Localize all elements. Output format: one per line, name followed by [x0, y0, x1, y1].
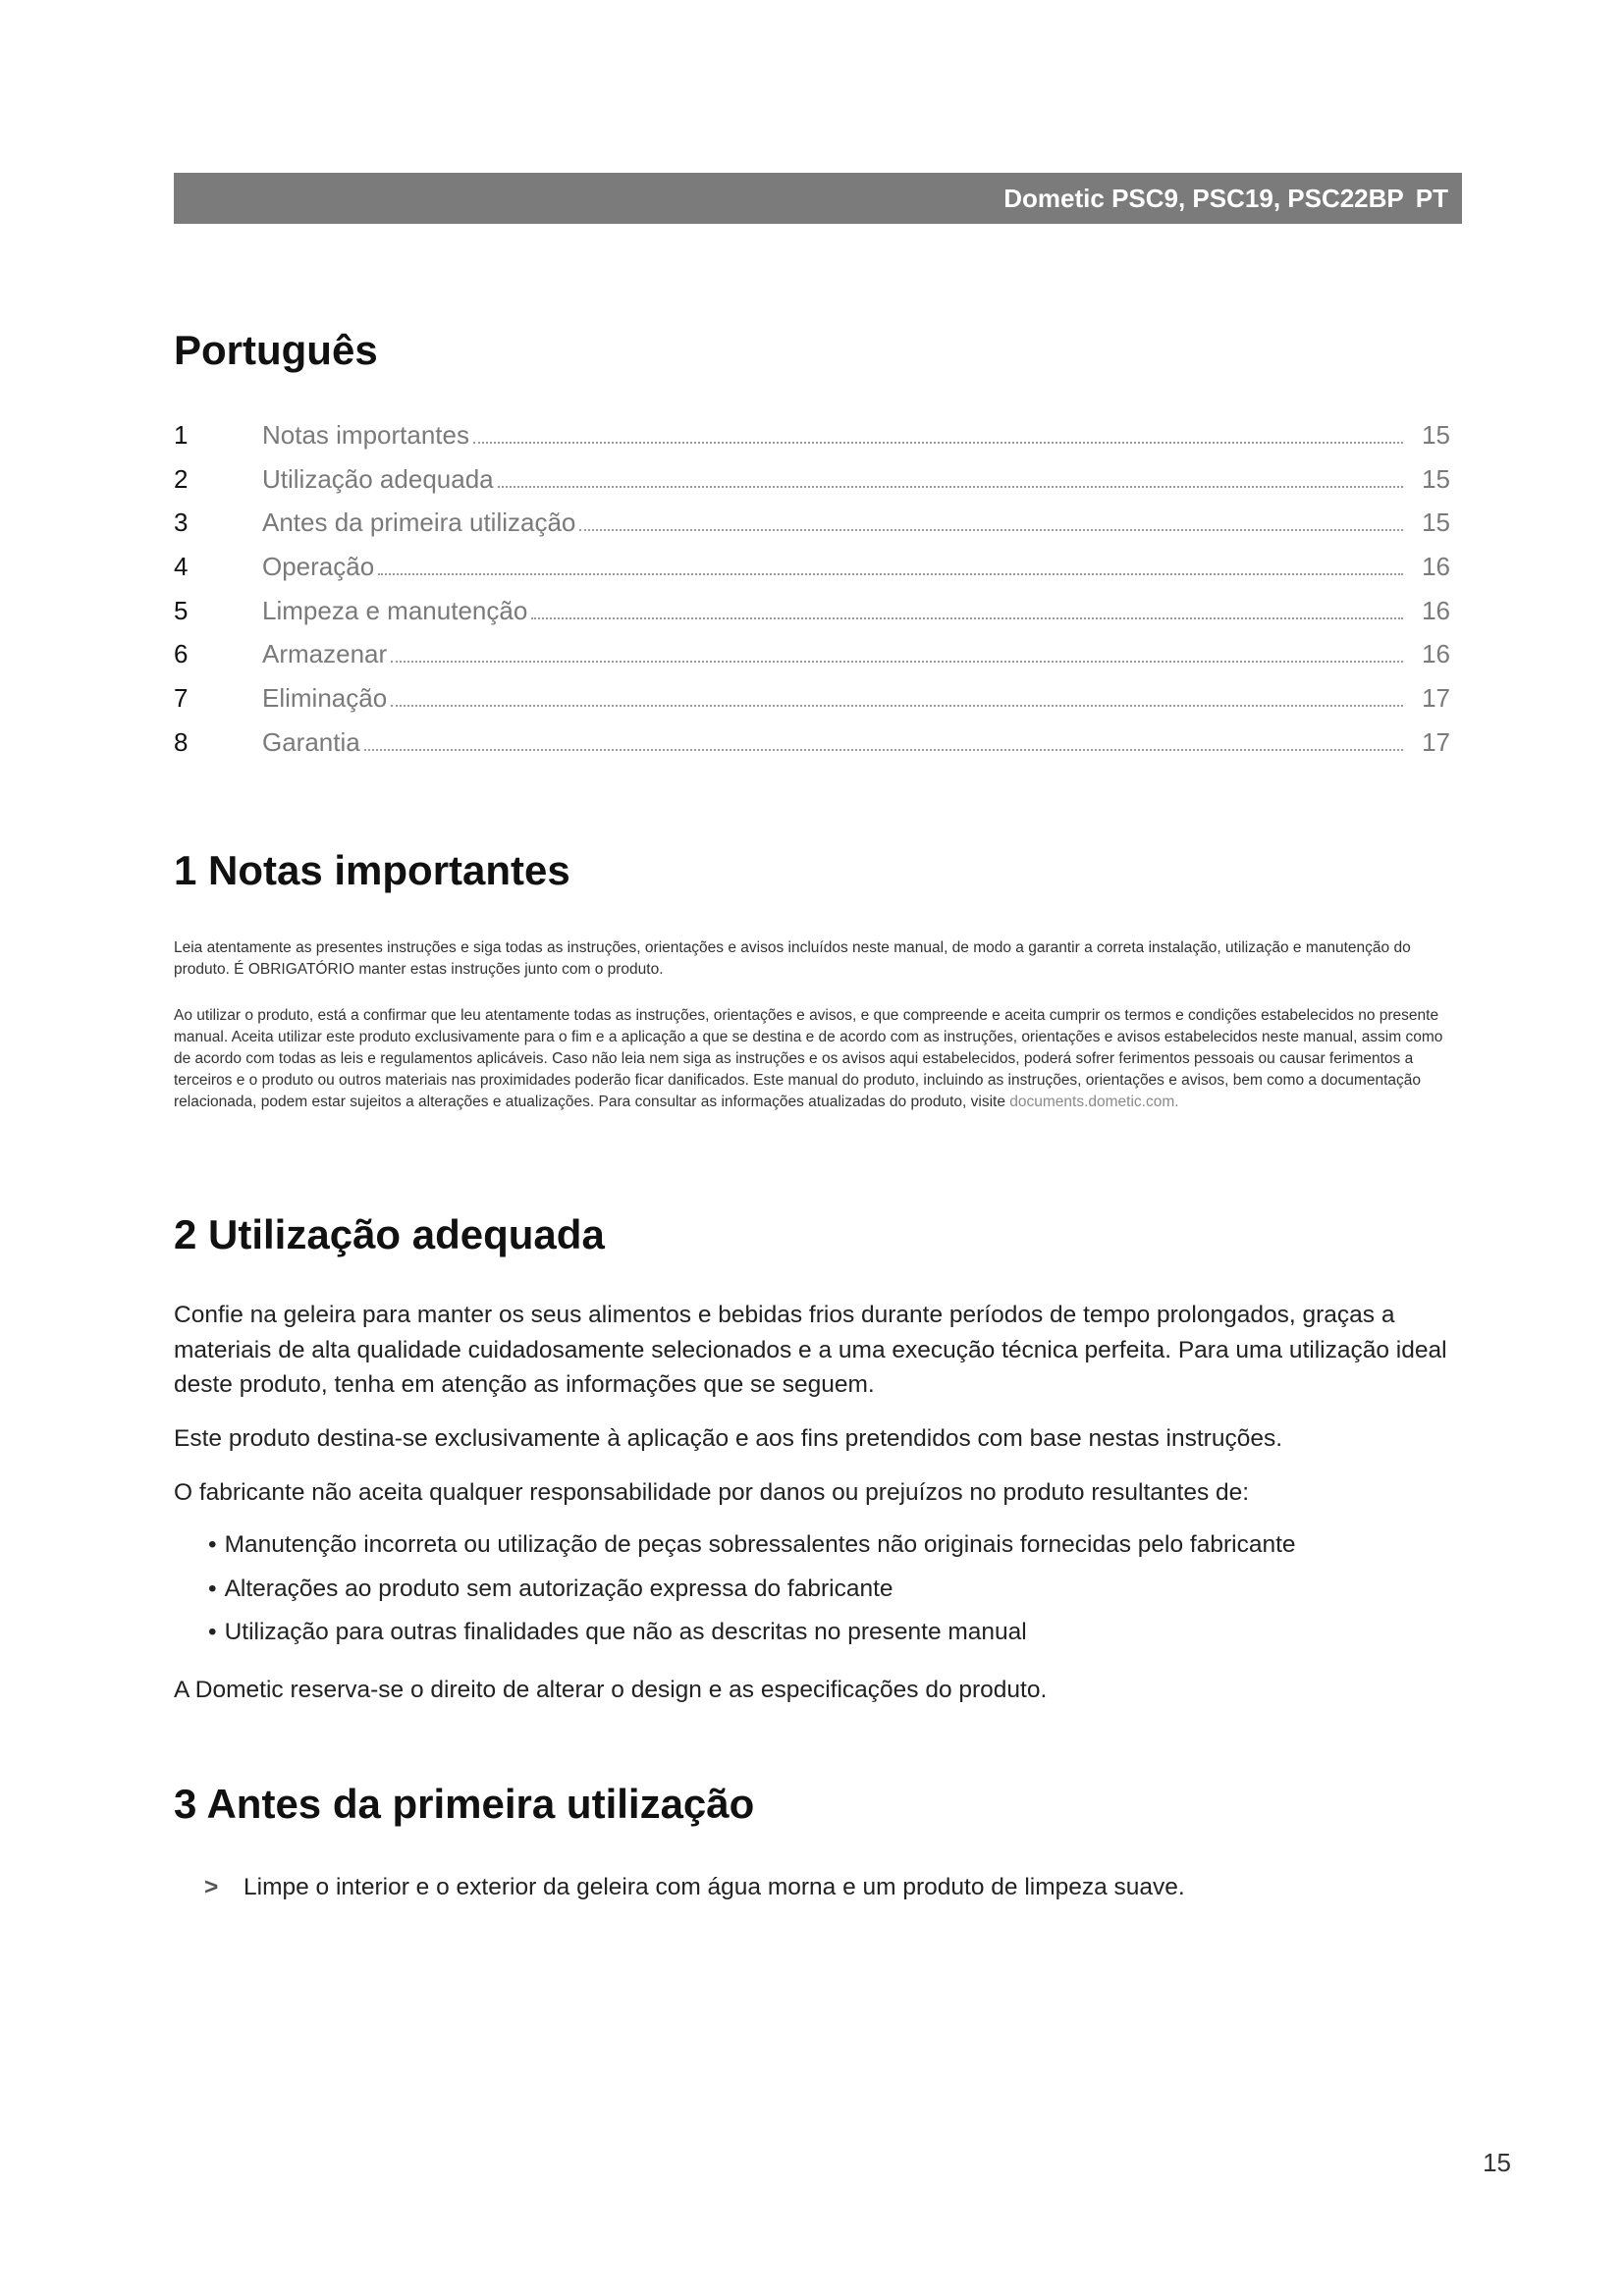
bullet-dot: •: [208, 1575, 217, 1602]
list-item: [208, 1611, 1455, 1655]
toc-entry[interactable]: [174, 593, 1450, 637]
bullet-dot: •: [208, 1619, 217, 1646]
section2-paragraph-3: O fabricante não aceita qualquer responsabilidade por danos ou prejuízos no produto resultantes de:: [174, 1479, 1250, 1506]
toc-number: 4: [174, 552, 189, 582]
toc-entry[interactable]: [174, 680, 1450, 724]
toc-label: Garantia: [262, 726, 360, 757]
section-heading-antes-da-primeira-utilizacao: 3 Antes da primeira utilização: [174, 1781, 755, 1827]
toc-page-number: 15: [1422, 420, 1450, 450]
toc-entry[interactable]: [174, 505, 1450, 549]
header-product-title: Dometic PSC9, PSC19, PSC22BP: [1003, 184, 1404, 213]
toc-number: 6: [174, 639, 189, 669]
toc-label: Operação: [262, 552, 375, 582]
toc-page-number: 16: [1422, 552, 1450, 582]
toc-label: Limpeza e manutenção: [262, 595, 528, 625]
toc-leader-dots: [579, 529, 1403, 531]
list-item: [208, 1523, 1455, 1568]
toc-page-number: 15: [1422, 507, 1450, 538]
step-arrow-icon: >: [204, 1874, 219, 1900]
toc-label: Eliminação: [262, 683, 388, 714]
section1-paragraph-2-text: Ao utilizar o produto, está a confirmar que leu atentamente todas as instruções, orientações e avisos, e que compreende e aceita cumprir os termos e condições estabelecidos no presente manual. Aceita utilizar este produto exclusivamente para o fim e a aplicação a que se destina e de acordo com as instruções, orientações e avisos estabelecidos neste manual, assim como de acordo com todas as leis e regulamentos aplicáveis. Caso não leia nem siga as instruções e os avisos aqui estabelecidos, poderá sofrer ferimentos pessoais ou causar ferimentos a terceiros e o produto ou outros materiais nas proximidades poderão ficar danificados. Este manual do produto, incluindo as instruções, orientações e avisos, bem como a documentação relacionada, podem estar sujeitos a alterações e atualizações. Para consultar as informações atualizadas do produto, visite: [174, 1007, 1443, 1110]
list-item-text: Utilização para outras finalidades que não as descritas no presente manual: [224, 1619, 1027, 1646]
toc-entry[interactable]: [174, 461, 1450, 506]
toc-page-number: 16: [1422, 595, 1450, 625]
bullet-dot: •: [208, 1531, 217, 1558]
toc-leader-dots: [531, 617, 1403, 619]
toc-entry[interactable]: [174, 724, 1450, 769]
table-of-contents: [174, 417, 1450, 769]
section1-paragraph-1: Leia atentamente as presentes instruções e siga todas as instruções, orientações e avisos incluídos neste manual, de modo a garantir a correta instalação, utilização e manutenção do produto. É OBRIGATÓRIO manter estas instruções junto com o produto.: [174, 939, 1411, 978]
toc-entry[interactable]: [174, 417, 1450, 461]
toc-page-number: 17: [1422, 683, 1450, 714]
toc-label: Armazenar: [262, 639, 388, 669]
header-title: [1003, 173, 1448, 224]
toc-number: 7: [174, 683, 189, 714]
liability-exclusions-list: [208, 1523, 1455, 1655]
toc-number: 3: [174, 507, 189, 538]
section-heading-utilizacao-adequada: 2 Utilização adequada: [174, 1211, 605, 1257]
section2-paragraph-4: A Dometic reserva-se o direito de alterar o design e as especificações do produto.: [174, 1677, 1048, 1703]
toc-entry[interactable]: [174, 549, 1450, 593]
header-bar: [174, 173, 1462, 224]
toc-leader-dots: [378, 573, 1403, 575]
toc-entry[interactable]: [174, 636, 1450, 680]
list-item: [208, 1568, 1455, 1612]
list-item-text: Manutenção incorreta ou utilização de peças sobressalentes não originais fornecidas pelo fabricante: [224, 1531, 1296, 1558]
instruction-step: [204, 1871, 1185, 1904]
toc-label: Antes da primeira utilização: [262, 507, 576, 538]
section2-paragraph-1: Confie na geleira para manter os seus alimentos e bebidas frios durante períodos de tempo prolongados, graças a materiais de alta qualidade cuidadosamente selecionados e a uma execução técnica perfeita. Para uma utilização ideal deste produto, tenha em atenção as informações que se seguem.: [174, 1302, 1447, 1398]
toc-page-number: 15: [1422, 463, 1450, 494]
toc-page-number: 17: [1422, 726, 1450, 757]
toc-label: Notas importantes: [262, 420, 469, 450]
toc-leader-dots: [391, 705, 1403, 707]
toc-leader-dots: [473, 442, 1403, 444]
toc-number: 2: [174, 463, 189, 494]
toc-label: Utilização adequada: [262, 463, 494, 494]
toc-page-number: 16: [1422, 639, 1450, 669]
toc-number: 5: [174, 595, 189, 625]
toc-number: 8: [174, 726, 189, 757]
section1-paragraph-2: [174, 1005, 1462, 1113]
toc-number: 1: [174, 420, 189, 450]
page-title: Português: [174, 327, 378, 373]
section-heading-notas-importantes: 1 Notas importantes: [174, 847, 570, 893]
documents-link[interactable]: documents.dometic.com.: [1009, 1094, 1179, 1110]
header-language-code: PT: [1415, 184, 1448, 213]
list-item-text: Alterações ao produto sem autorização expressa do fabricante: [224, 1575, 893, 1602]
section2-paragraph-2: Este produto destina-se exclusivamente à aplicação e aos fins pretendidos com base nestas instruções.: [174, 1425, 1282, 1452]
toc-leader-dots: [391, 661, 1403, 663]
page-number: 15: [1483, 2148, 1511, 2177]
step-text: Limpe o interior e o exterior da geleira com água morna e um produto de limpeza suave.: [244, 1874, 1185, 1900]
toc-leader-dots: [498, 486, 1403, 488]
toc-leader-dots: [364, 749, 1403, 751]
